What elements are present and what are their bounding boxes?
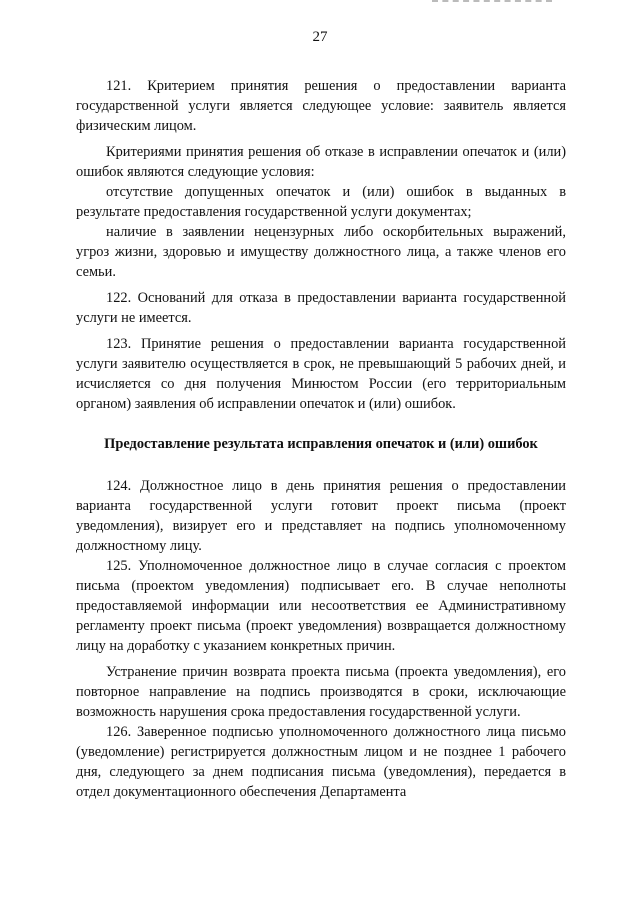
- document-body: [76, 76, 566, 808]
- scan-artifact: [432, 0, 552, 4]
- paragraph-condition-offensive: наличие в заявлении нецензурных либо оскорбительных выражений, угроз жизни, здоровью и имуществу должностного лица, а также членов его семьи.: [76, 224, 566, 280]
- paragraph-125: 125. Уполномоченное должностное лицо в случае согласия с проектом письма (проектом уведомления) подписывает его. В случае неполноты предоставляемой информации или несоответствия ее Административному регламенту проект письма (проект уведомления) возвращается должностному лицу на доработку с указанием конкретных причин.: [76, 558, 566, 654]
- paragraph-elimination: Устранение причин возврата проекта письма (проекта уведомления), его повторное направление на подпись производятся в сроки, исключающие возможность нарушения срока предоставления государственной услуги.: [76, 664, 566, 720]
- paragraph-121: 121. Критерием принятия решения о предоставлении варианта государственной услуги является следующее условие: заявитель является физическим лицом.: [76, 78, 566, 134]
- paragraph-126: 126. Заверенное подписью уполномоченного должностного лица письмо (уведомление) регистрируется должностным лицом и не позднее 1 рабочего дня, следующего за днем подписания письма (уведомления), передается в отдел документационного обеспечения Департамента: [76, 724, 566, 800]
- page-number: 27: [312, 29, 328, 45]
- paragraph-124: 124. Должностное лицо в день принятия решения о предоставлении варианта государственной услуги готовит проект письма (проект уведомления), визирует его и представляет на подпись уполномоченному должностному лицу.: [76, 478, 566, 554]
- paragraph-122: 122. Оснований для отказа в предоставлении варианта государственной услуги не имеется.: [76, 290, 566, 326]
- paragraph-123: 123. Принятие решения о предоставлении варианта государственной услуги заявителю осуществляется в срок, не превышающий 5 рабочих дней, и исчисляется со дня получения Минюстом России (его территориальным органом) заявления об исправлении опечаток и (или) ошибок.: [76, 336, 566, 412]
- section-heading: Предоставление результата исправления опечаток и (или) ошибок: [104, 436, 538, 452]
- paragraph-condition-no-errors: отсутствие допущенных опечаток и (или) ошибок в выданных в результате предоставления государственной услуги документах;: [76, 184, 566, 220]
- paragraph-refusal-criteria: Критериями принятия решения об отказе в исправлении опечаток и (или) ошибок являются следующие условия:: [76, 144, 566, 180]
